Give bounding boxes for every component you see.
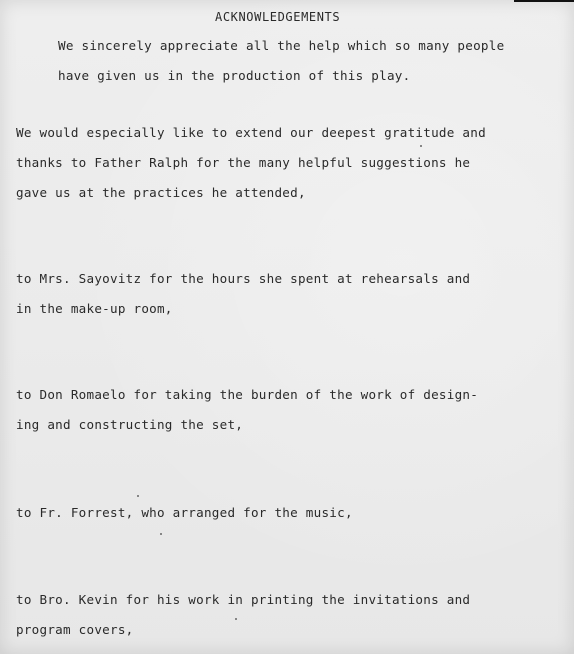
page-title: ACKNOWLEDGEMENTS: [215, 10, 341, 24]
text-line: ing and constructing the set,: [16, 417, 244, 432]
text-line: We sincerely appreciate all the help which so many people: [58, 38, 505, 53]
text-line: to Mrs. Sayovitz for the hours she spent at rehearsals and: [16, 271, 471, 286]
text-line: to Bro. Kevin for his work in printing the invitations and: [16, 592, 471, 607]
text-line: have given us in the production of this play.: [58, 68, 411, 83]
paper-speck: [160, 533, 162, 535]
text-line: We would especially like to extend our deepest gratitude and: [16, 125, 486, 140]
text-line: program covers,: [16, 622, 134, 637]
paper-speck: [137, 495, 139, 497]
paper-speck: [235, 618, 237, 620]
text-line: gave us at the practices he attended,: [16, 185, 306, 200]
corner-mark: [514, 0, 574, 2]
paper-speck: [420, 145, 422, 147]
text-line: thanks to Father Ralph for the many helpful suggestions he: [16, 155, 471, 170]
text-line: to Fr. Forrest, who arranged for the music,: [16, 505, 353, 520]
text-line: to Don Romaelo for taking the burden of the work of design-: [16, 387, 479, 402]
text-line: in the make-up room,: [16, 301, 173, 316]
